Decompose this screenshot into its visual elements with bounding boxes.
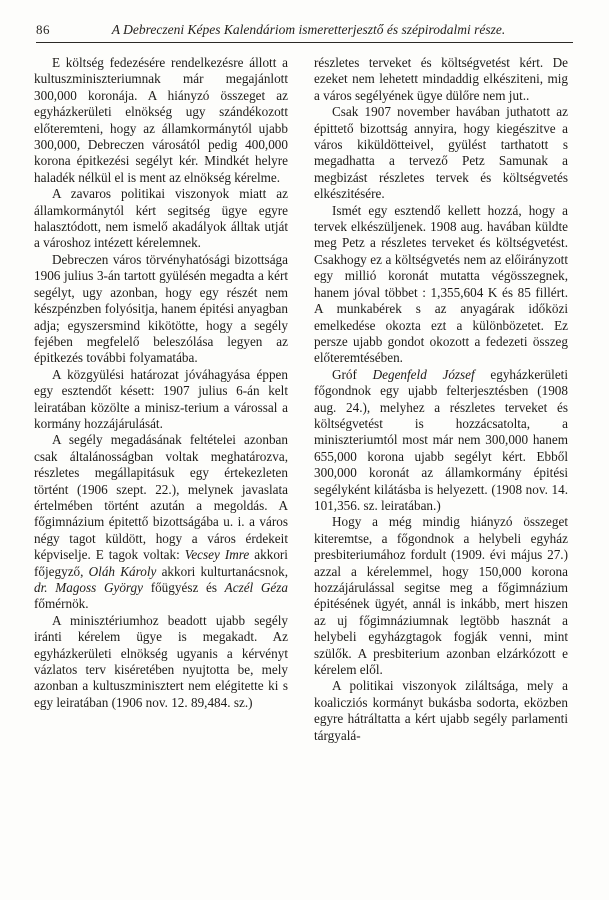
running-title: A Debreczeni Képes Kalendáriom ismeretterjesztő és szépirodalmi része.	[111, 22, 506, 37]
paragraph: Csak 1907 november havában juthatott az épittető bizottság annyira, hogy kiegészitve a város kiküldötteivel, gyülést tarthatott s megadhatta a tervező Petz Samunak a megbizást részletes tervek és költségvetés elkészitésére.	[314, 104, 568, 202]
paragraph: Gróf Degenfeld József egyházkerületi főgondnok egy ujabb felterjesztésben (1908 aug. 24.), melyhez a részletes terveket és költségvetést is hozzácsatolta, a miniszteriumtól most már nem 300,000 hanem 655,000 korona ujabb segélyt kért. Ebből 300,000 koronát az államkormány épitési segélyként kilátásba is helyezett. (1908 nov. 14. 101,356. sz. leiratában.)	[314, 366, 569, 513]
left-column	[34, 55, 288, 873]
paragraph: Ismét egy esztendő kellett hozzá, hogy a tervek elkészüljenek. 1908 aug. havában küldte meg Petz a részletes terveket és költségvetést. Csakhogy ez a költségvetés nem az előirányzott egy millió koronát mutatta végösszegnek, hanem jóval többet : 1,355,604 K és 85 fillért. A munkabérek s az anyagárak időközi emelkedése okozta ezt a különbözetet. Ez persze ujabb gondot okozott a fedezeti összeg előteremtésében.	[314, 202, 568, 366]
paragraph: A minisztériumhoz beadott ujabb segély iránti kérelem ügye is megakadt. Az egyházkerületi elnökség ugyanis a kérvényt vázlatos terv kiséretében nyujtotta be, mely azonban a kultuszminisztert nem elégitette ki s egy leiratában (1906 nov. 12. 89,484. sz.)	[34, 612, 288, 710]
paragraph: részletes terveket és költségvetést kért. De ezeket nem lehetett mindaddig elkésziteni, mig a város segélyének ügye dülőre nem jut..	[314, 55, 568, 103]
paragraph: A zavaros politikai viszonyok miatt az államkormánytól kért segitség ügye egyre halasztódott, nem ismelő akadályok álltak utját a városhoz intézett kérelemnek.	[34, 186, 288, 251]
folio-number: 86	[36, 22, 50, 37]
paragraph: Hogy a még mindig hiányzó összeget kiteremtse, a főgondnok a helybeli egyház presbiteriumához fordult (1909. évi május 27.) azzal a kérelemmel, hogy 150,000 korona hozzájárulással segitse meg a főgimnázium épitésének ügyét, annál is inkább, mert hiszen az uj főgimnáziumnak legtöbb hasznát a helybeli egyházgtagok fogják venni, mint szülők. A presbiterium azonban elzárkózott e kérelem elől.	[314, 514, 568, 678]
paragraph: A segély megadásának feltételei azonban csak általánosságban voltak meghatározva, részletes megállapitásuk egy értekezleten történt (1906 szept. 22.), melynek javaslata értelmében történt azután a megoldás. A főgimnázium épitettő bizottságába u. i. a város négy tagot küldött, hogy a város érdekeit képviselje. E tagok voltak: Vecsey Imre akkori főjegyző, Oláh Károly akkori kulturtanácsnok, dr. Magoss György főügyész és Aczél Géza főmérnök.	[34, 432, 288, 612]
paragraph: E költség fedezésére rendelkezésre állott a kultuszminiszteriumnak már megajánlott 300,000 koronája. A hiányzó összeget az egyházkerületi elnökség ugy szándékozott előteremteni, hogy az államkormánytól ujabb 300,000, Debreczen városától pedig 400,000 korona épitkezési segélyt kér. Mindkét helyre haladék nélkül el is ment az elnökség kérelme.	[34, 55, 288, 185]
page-header	[34, 22, 575, 38]
text-columns	[34, 55, 575, 873]
paragraph: A közgyülési határozat jóváhagyása éppen egy esztendőt késett: 1907 julius 6-án kelt leiratában közölte a minisz-terium a várossal a kormány hozzájárulását.	[34, 366, 288, 431]
header-rule	[36, 42, 573, 43]
paragraph: Debreczen város törvényhatósági bizottsága 1906 julius 3-án tartott gyülésén megadta a kért segélyt, ugy azonban, hogy egy részét nem készpénzben folyósitja, hanem épitési anyagban adja; egyszersmind kikötötte, hogy a segély fejében megfelelő beleszólása legyen az épitkezés további folyamatába.	[34, 251, 288, 366]
paragraph: A politikai viszonyok ziláltsága, mely a koalicziós kormányt bukásba sodorta, eközben egyre hátráltatta a kért ujabb segély parlamenti tárgyalá-	[314, 678, 568, 743]
right-column	[314, 55, 568, 873]
